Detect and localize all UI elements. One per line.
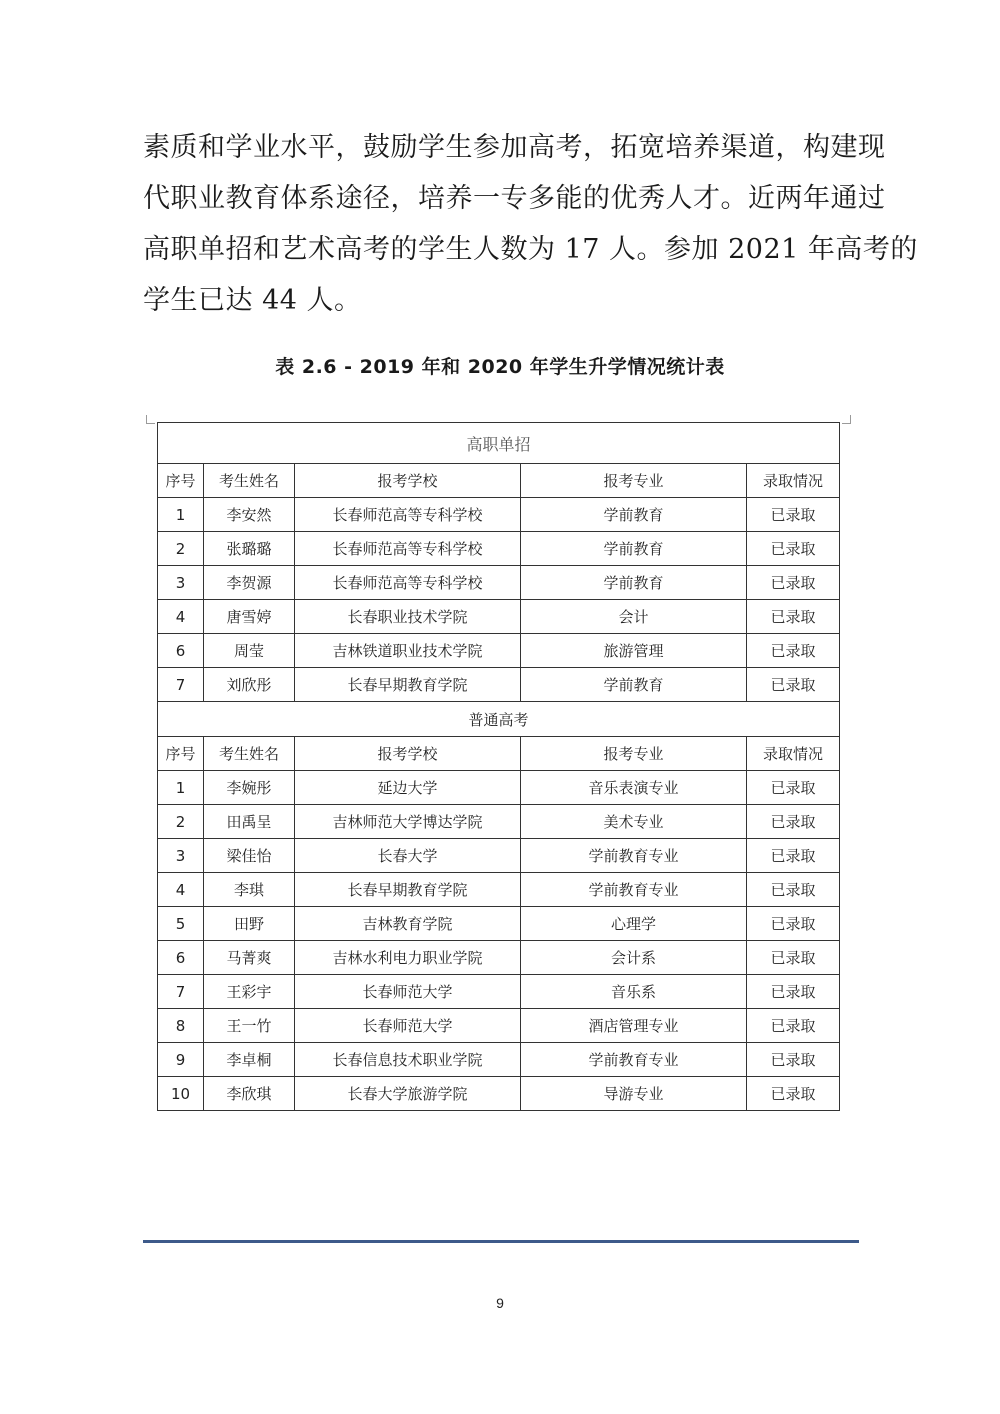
col-name-cell: 田野 [204,907,295,941]
col-status-cell: 已录取 [747,941,840,975]
col-index-cell: 6 [158,941,204,975]
table-row [158,1077,840,1111]
col-index-cell: 7 [158,668,204,702]
table-row [158,907,840,941]
col-index-cell: 2 [158,805,204,839]
table-row [158,566,840,600]
col-major-cell: 学前教育 [521,668,747,702]
table-row [158,941,840,975]
col-school-cell: 长春大学 [295,839,521,873]
table-row [158,668,840,702]
crop-mark-top-right [842,415,851,424]
page-number: 9 [496,1295,504,1311]
col-status-cell: 已录取 [747,1077,840,1111]
col-name-cell: 田禹呈 [204,805,295,839]
col-index-cell: 5 [158,907,204,941]
col-major-cell: 旅游管理 [521,634,747,668]
header-col-major: 报考专业 [521,464,747,498]
col-major-cell: 学前教育专业 [521,839,747,873]
col-index-cell: 8 [158,1009,204,1043]
col-major-cell: 学前教育专业 [521,1043,747,1077]
header-col-status: 录取情况 [747,737,840,771]
col-status-cell: 已录取 [747,839,840,873]
table-row [158,600,840,634]
paragraph-line: 学生已达 44 人。 [143,285,362,316]
col-school-cell: 长春师范高等专科学校 [295,498,521,532]
col-status-cell: 已录取 [747,498,840,532]
table-header-row [158,464,840,498]
col-status-cell: 已录取 [747,600,840,634]
body-paragraph [143,122,918,326]
col-status-cell: 已录取 [747,771,840,805]
header-col-status: 录取情况 [747,464,840,498]
table-row [158,634,840,668]
header-col-school: 报考学校 [295,737,521,771]
header-col-name: 考生姓名 [204,464,295,498]
col-school-cell: 吉林教育学院 [295,907,521,941]
paragraph-line: 素质和学业水平，鼓励学生参加高考，拓宽培养渠道，构建现 [143,132,886,163]
section-title: 高职单招 [158,423,840,464]
col-name-cell: 梁佳怡 [204,839,295,873]
table-caption: 表 2.6 - 2019 年和 2020 年学生升学情况统计表 [275,356,725,378]
col-name-cell: 唐雪婷 [204,600,295,634]
section-title: 普通高考 [158,702,840,737]
col-school-cell: 吉林铁道职业技术学院 [295,634,521,668]
table-row [158,805,840,839]
footer-rule [143,1240,859,1243]
col-name-cell: 王彩宇 [204,975,295,1009]
col-name-cell: 李安然 [204,498,295,532]
crop-mark-top-left [146,415,155,424]
col-name-cell: 王一竹 [204,1009,295,1043]
col-index-cell: 1 [158,771,204,805]
col-name-cell: 李婉彤 [204,771,295,805]
col-school-cell: 长春师范大学 [295,975,521,1009]
header-col-school: 报考学校 [295,464,521,498]
col-index-cell: 4 [158,873,204,907]
col-index-cell: 3 [158,566,204,600]
col-name-cell: 周莹 [204,634,295,668]
table-row [158,532,840,566]
col-name-cell: 李贺源 [204,566,295,600]
header-col-name: 考生姓名 [204,737,295,771]
col-status-cell: 已录取 [747,1043,840,1077]
col-status-cell: 已录取 [747,668,840,702]
col-index-cell: 4 [158,600,204,634]
col-index-cell: 10 [158,1077,204,1111]
col-status-cell: 已录取 [747,532,840,566]
col-index-cell: 7 [158,975,204,1009]
header-col-index: 序号 [158,737,204,771]
col-school-cell: 长春师范大学 [295,1009,521,1043]
table-row [158,1009,840,1043]
col-school-cell: 长春信息技术职业学院 [295,1043,521,1077]
col-school-cell: 长春师范高等专科学校 [295,566,521,600]
col-status-cell: 已录取 [747,1009,840,1043]
col-index-cell: 9 [158,1043,204,1077]
col-index-cell: 6 [158,634,204,668]
col-major-cell: 音乐表演专业 [521,771,747,805]
col-major-cell: 心理学 [521,907,747,941]
col-school-cell: 长春大学旅游学院 [295,1077,521,1111]
header-col-index: 序号 [158,464,204,498]
col-major-cell: 学前教育 [521,532,747,566]
col-school-cell: 长春职业技术学院 [295,600,521,634]
paragraph-line: 高职单招和艺术高考的学生人数为 17 人。参加 2021 年高考的 [143,234,918,265]
col-school-cell: 长春早期教育学院 [295,668,521,702]
table-row [158,873,840,907]
col-status-cell: 已录取 [747,566,840,600]
col-major-cell: 酒店管理专业 [521,1009,747,1043]
section-title-row [158,702,840,737]
section-title-row [158,423,840,464]
table-row [158,1043,840,1077]
col-major-cell: 导游专业 [521,1077,747,1111]
col-status-cell: 已录取 [747,873,840,907]
table-row [158,498,840,532]
col-index-cell: 1 [158,498,204,532]
col-major-cell: 学前教育 [521,498,747,532]
header-col-major: 报考专业 [521,737,747,771]
table-row [158,975,840,1009]
col-major-cell: 音乐系 [521,975,747,1009]
col-index-cell: 3 [158,839,204,873]
col-major-cell: 会计 [521,600,747,634]
col-status-cell: 已录取 [747,634,840,668]
col-name-cell: 张璐璐 [204,532,295,566]
col-major-cell: 会计系 [521,941,747,975]
col-status-cell: 已录取 [747,907,840,941]
table-row [158,839,840,873]
col-major-cell: 学前教育 [521,566,747,600]
col-status-cell: 已录取 [747,805,840,839]
col-name-cell: 李琪 [204,873,295,907]
col-status-cell: 已录取 [747,975,840,1009]
col-name-cell: 李欣琪 [204,1077,295,1111]
col-school-cell: 吉林水利电力职业学院 [295,941,521,975]
table-row [158,771,840,805]
col-name-cell: 李卓桐 [204,1043,295,1077]
col-school-cell: 吉林师范大学博达学院 [295,805,521,839]
col-major-cell: 学前教育专业 [521,873,747,907]
admission-stats-table [157,422,840,1111]
paragraph-line: 代职业教育体系途径，培养一专多能的优秀人才。近两年通过 [143,183,886,214]
col-name-cell: 刘欣彤 [204,668,295,702]
col-name-cell: 马菁爽 [204,941,295,975]
table-header-row [158,737,840,771]
col-school-cell: 长春师范高等专科学校 [295,532,521,566]
col-index-cell: 2 [158,532,204,566]
col-school-cell: 延边大学 [295,771,521,805]
col-major-cell: 美术专业 [521,805,747,839]
col-school-cell: 长春早期教育学院 [295,873,521,907]
